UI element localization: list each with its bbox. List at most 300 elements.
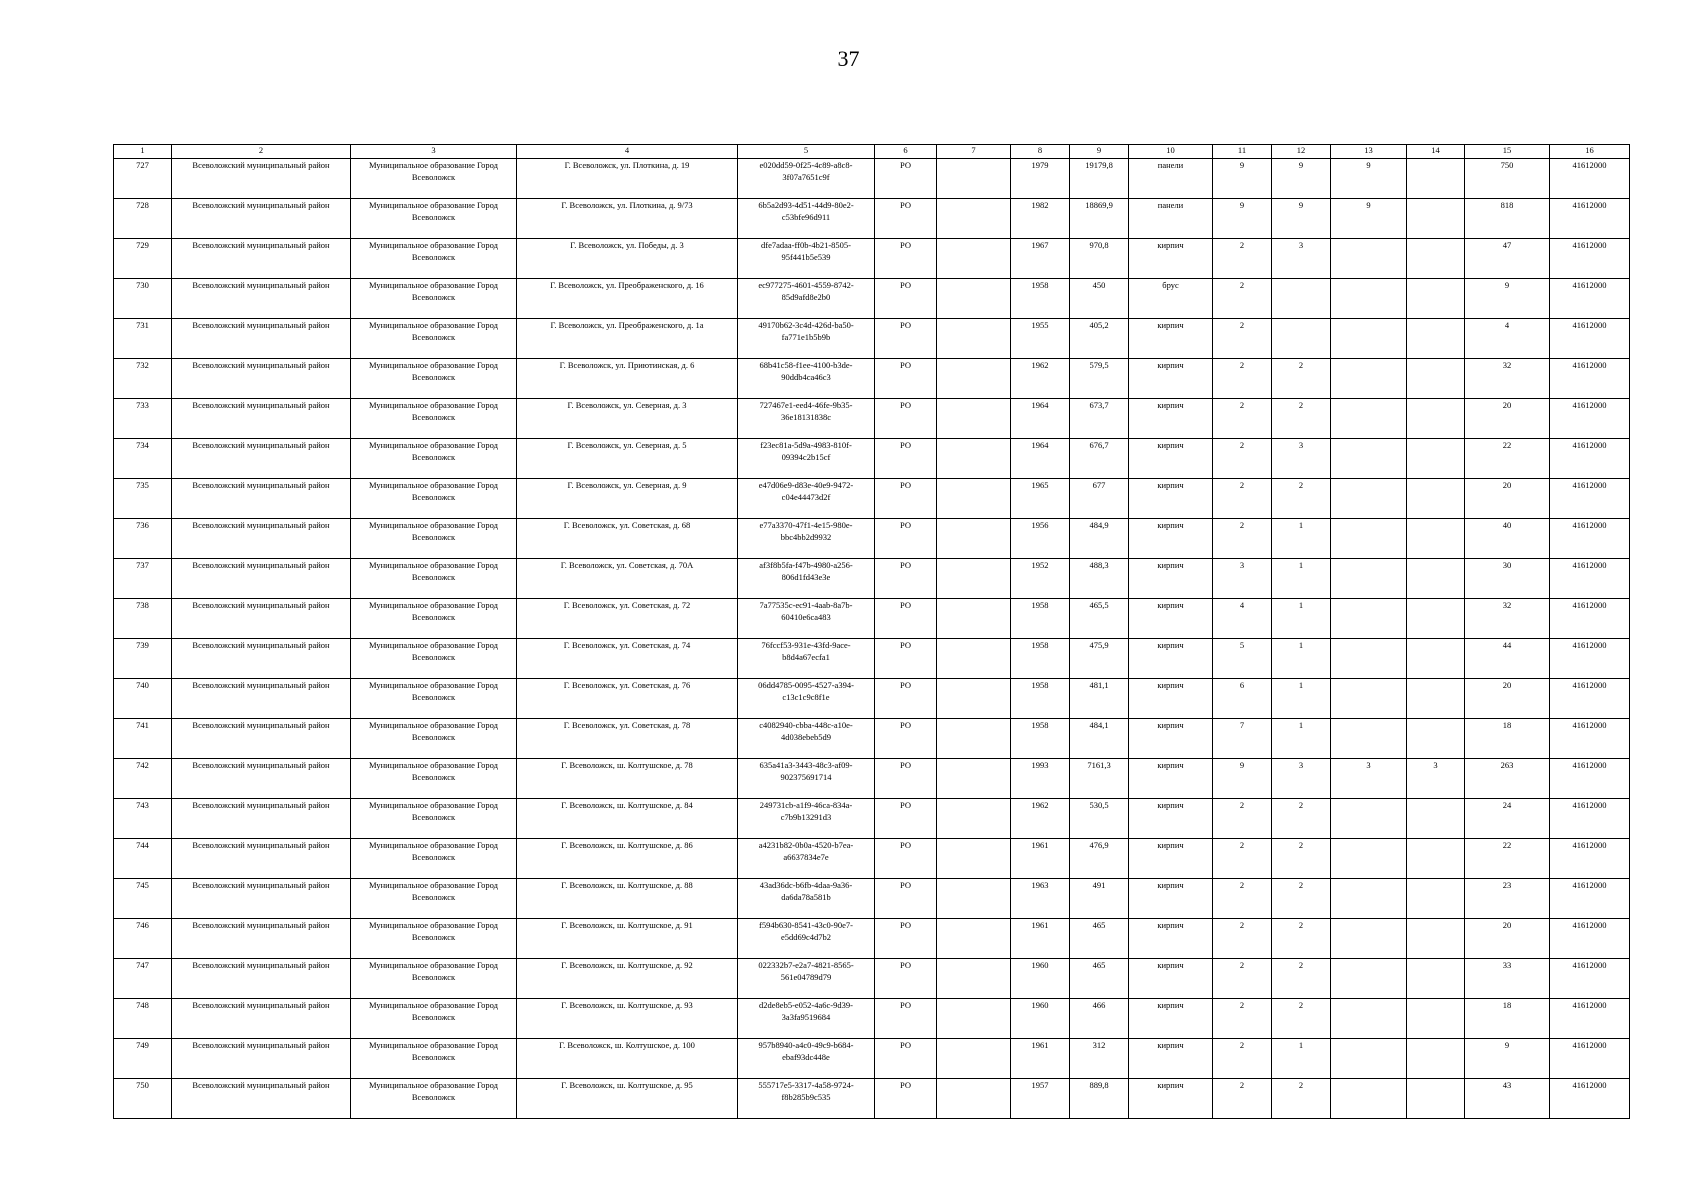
table-cell-col-16: 41612000 (1550, 879, 1630, 919)
table-cell-col-7 (937, 279, 1011, 319)
table-cell-col-3: Муниципальное образование Город Всеволожск (351, 319, 517, 359)
table-cell-col-3: Муниципальное образование Город Всеволожск (351, 759, 517, 799)
table-cell-col-14 (1407, 999, 1465, 1039)
table-cell-col-16: 41612000 (1550, 559, 1630, 599)
table-cell-col-7 (937, 1079, 1011, 1119)
column-header-4: 4 (517, 145, 738, 159)
table-cell-col-8: 1958 (1011, 279, 1070, 319)
column-header-16: 16 (1550, 145, 1630, 159)
table-row (114, 879, 1630, 919)
table-cell-col-8: 1960 (1011, 999, 1070, 1039)
table-row (114, 359, 1630, 399)
table-cell-col-16: 41612000 (1550, 399, 1630, 439)
table-cell-col-4: Г. Всеволожск, ш. Колтушское, д. 100 (517, 1039, 738, 1079)
table-cell-col-2: Всеволожский муниципальный район (172, 759, 351, 799)
table-cell-col-5: 06dd4785-0095-4527-a394-c13c1c9c8f1e (738, 679, 875, 719)
table-cell-col-11: 2 (1213, 1039, 1272, 1079)
table-cell-col-1: 737 (114, 559, 172, 599)
table-cell-col-2: Всеволожский муниципальный район (172, 999, 351, 1039)
table-cell-col-6: РО (875, 799, 937, 839)
table-cell-col-9: 465,5 (1070, 599, 1129, 639)
table-cell-col-1: 729 (114, 239, 172, 279)
table-cell-col-10: кирпич (1129, 559, 1213, 599)
table-cell-col-2: Всеволожский муниципальный район (172, 919, 351, 959)
table-cell-col-10: кирпич (1129, 1039, 1213, 1079)
table-cell-col-6: РО (875, 719, 937, 759)
table-cell-col-12 (1272, 279, 1331, 319)
table-cell-col-7 (937, 399, 1011, 439)
table-cell-col-7 (937, 919, 1011, 959)
table-cell-col-10: брус (1129, 279, 1213, 319)
table-cell-col-15: 32 (1465, 599, 1550, 639)
table-cell-col-6: РО (875, 999, 937, 1039)
table-cell-col-4: Г. Всеволожск, ш. Колтушское, д. 84 (517, 799, 738, 839)
table-cell-col-4: Г. Всеволожск, ш. Колтушское, д. 78 (517, 759, 738, 799)
table-cell-col-5: e020dd59-0f25-4c89-a8c8-3f07a7651c9f (738, 159, 875, 199)
table-cell-col-4: Г. Всеволожск, ул. Советская, д. 70А (517, 559, 738, 599)
table-cell-col-10: кирпич (1129, 719, 1213, 759)
housing-registry-table (113, 144, 1630, 1119)
table-cell-col-1: 742 (114, 759, 172, 799)
table-cell-col-13 (1331, 599, 1407, 639)
table-cell-col-12: 2 (1272, 1079, 1331, 1119)
table-cell-col-5: e77a3370-47f1-4e15-980e-bbc4bb2d9932 (738, 519, 875, 559)
table-cell-col-3: Муниципальное образование Город Всеволожск (351, 599, 517, 639)
table-cell-col-4: Г. Всеволожск, ул. Советская, д. 68 (517, 519, 738, 559)
table-cell-col-6: РО (875, 479, 937, 519)
table-cell-col-14 (1407, 879, 1465, 919)
table-cell-col-5: 727467e1-eed4-46fe-9b35-36e18131838c (738, 399, 875, 439)
column-header-9: 9 (1070, 145, 1129, 159)
table-cell-col-6: РО (875, 319, 937, 359)
table-cell-col-8: 1960 (1011, 959, 1070, 999)
table-cell-col-16: 41612000 (1550, 279, 1630, 319)
table-cell-col-3: Муниципальное образование Город Всеволожск (351, 879, 517, 919)
table-cell-col-3: Муниципальное образование Город Всеволожск (351, 439, 517, 479)
table-cell-col-15: 263 (1465, 759, 1550, 799)
table-cell-col-7 (937, 199, 1011, 239)
table-cell-col-1: 748 (114, 999, 172, 1039)
table-cell-col-4: Г. Всеволожск, ул. Советская, д. 72 (517, 599, 738, 639)
table-cell-col-14 (1407, 919, 1465, 959)
column-header-2: 2 (172, 145, 351, 159)
table-cell-col-16: 41612000 (1550, 759, 1630, 799)
column-header-13: 13 (1331, 145, 1407, 159)
table-cell-col-10: кирпич (1129, 359, 1213, 399)
table-cell-col-11: 2 (1213, 919, 1272, 959)
table-cell-col-9: 579,5 (1070, 359, 1129, 399)
table-cell-col-6: РО (875, 919, 937, 959)
table-cell-col-10: кирпич (1129, 759, 1213, 799)
table-cell-col-13: 9 (1331, 159, 1407, 199)
table-cell-col-14 (1407, 599, 1465, 639)
table-cell-col-8: 1961 (1011, 919, 1070, 959)
table-cell-col-12: 2 (1272, 879, 1331, 919)
table-cell-col-11: 2 (1213, 799, 1272, 839)
table-cell-col-1: 727 (114, 159, 172, 199)
table-cell-col-2: Всеволожский муниципальный район (172, 719, 351, 759)
table-cell-col-8: 1958 (1011, 639, 1070, 679)
table-cell-col-11: 2 (1213, 399, 1272, 439)
column-header-15: 15 (1465, 145, 1550, 159)
table-cell-col-12 (1272, 319, 1331, 359)
table-cell-col-12: 2 (1272, 959, 1331, 999)
table-cell-col-16: 41612000 (1550, 199, 1630, 239)
table-cell-col-13 (1331, 239, 1407, 279)
table-cell-col-16: 41612000 (1550, 359, 1630, 399)
table-cell-col-9: 889,8 (1070, 1079, 1129, 1119)
table-cell-col-15: 20 (1465, 679, 1550, 719)
table-cell-col-14 (1407, 639, 1465, 679)
table-cell-col-7 (937, 239, 1011, 279)
table-cell-col-14 (1407, 839, 1465, 879)
table-cell-col-16: 41612000 (1550, 479, 1630, 519)
table-cell-col-7 (937, 1039, 1011, 1079)
table-cell-col-1: 750 (114, 1079, 172, 1119)
table-cell-col-12: 2 (1272, 479, 1331, 519)
table-cell-col-10: кирпич (1129, 639, 1213, 679)
table-cell-col-12: 1 (1272, 639, 1331, 679)
table-cell-col-10: кирпич (1129, 599, 1213, 639)
table-cell-col-7 (937, 519, 1011, 559)
table-cell-col-4: Г. Всеволожск, ул. Северная, д. 5 (517, 439, 738, 479)
table-cell-col-7 (937, 439, 1011, 479)
table-cell-col-1: 738 (114, 599, 172, 639)
table-cell-col-15: 9 (1465, 279, 1550, 319)
table-cell-col-6: РО (875, 879, 937, 919)
table-cell-col-13: 3 (1331, 759, 1407, 799)
table-cell-col-2: Всеволожский муниципальный район (172, 1039, 351, 1079)
table-cell-col-16: 41612000 (1550, 999, 1630, 1039)
table-cell-col-14 (1407, 399, 1465, 439)
table-cell-col-15: 44 (1465, 639, 1550, 679)
page-number: 37 (837, 46, 860, 71)
table-cell-col-2: Всеволожский муниципальный район (172, 279, 351, 319)
table-cell-col-1: 740 (114, 679, 172, 719)
table-cell-col-8: 1962 (1011, 359, 1070, 399)
table-row (114, 759, 1630, 799)
table-cell-col-16: 41612000 (1550, 679, 1630, 719)
table-cell-col-13 (1331, 399, 1407, 439)
table-cell-col-1: 747 (114, 959, 172, 999)
table-cell-col-5: 6b5a2d93-4d51-44d9-80e2-c53bfe96d911 (738, 199, 875, 239)
table-cell-col-9: 488,3 (1070, 559, 1129, 599)
table-cell-col-3: Муниципальное образование Город Всеволожск (351, 519, 517, 559)
table-cell-col-14 (1407, 439, 1465, 479)
table-cell-col-13 (1331, 519, 1407, 559)
table-cell-col-11: 3 (1213, 559, 1272, 599)
column-header-7: 7 (937, 145, 1011, 159)
table-cell-col-10: кирпич (1129, 959, 1213, 999)
table-cell-col-7 (937, 799, 1011, 839)
table-row (114, 839, 1630, 879)
table-cell-col-15: 750 (1465, 159, 1550, 199)
table-cell-col-4: Г. Всеволожск, ш. Колтушское, д. 91 (517, 919, 738, 959)
table-cell-col-6: РО (875, 399, 937, 439)
table-body (114, 159, 1630, 1119)
table-cell-col-4: Г. Всеволожск, ул. Советская, д. 78 (517, 719, 738, 759)
table-cell-col-10: панели (1129, 159, 1213, 199)
table-cell-col-1: 743 (114, 799, 172, 839)
table-cell-col-2: Всеволожский муниципальный район (172, 159, 351, 199)
table-cell-col-6: РО (875, 1039, 937, 1079)
table-cell-col-7 (937, 679, 1011, 719)
table-cell-col-16: 41612000 (1550, 919, 1630, 959)
table-cell-col-12: 1 (1272, 519, 1331, 559)
table-cell-col-2: Всеволожский муниципальный район (172, 199, 351, 239)
table-row (114, 719, 1630, 759)
table-cell-col-11: 6 (1213, 679, 1272, 719)
table-cell-col-1: 744 (114, 839, 172, 879)
table-cell-col-11: 5 (1213, 639, 1272, 679)
table-cell-col-2: Всеволожский муниципальный район (172, 439, 351, 479)
table-cell-col-13 (1331, 319, 1407, 359)
table-cell-col-3: Муниципальное образование Город Всеволожск (351, 639, 517, 679)
table-cell-col-12: 9 (1272, 159, 1331, 199)
table-cell-col-12: 2 (1272, 999, 1331, 1039)
table-cell-col-6: РО (875, 199, 937, 239)
table-cell-col-15: 22 (1465, 439, 1550, 479)
table-cell-col-11: 9 (1213, 159, 1272, 199)
table-cell-col-13 (1331, 719, 1407, 759)
table-cell-col-11: 9 (1213, 199, 1272, 239)
table-cell-col-10: кирпич (1129, 479, 1213, 519)
table-cell-col-12: 3 (1272, 239, 1331, 279)
table-cell-col-1: 733 (114, 399, 172, 439)
table-row (114, 399, 1630, 439)
table-cell-col-14 (1407, 679, 1465, 719)
table-cell-col-3: Муниципальное образование Город Всеволожск (351, 1039, 517, 1079)
table-row (114, 439, 1630, 479)
table-row (114, 519, 1630, 559)
table-cell-col-2: Всеволожский муниципальный район (172, 239, 351, 279)
table-cell-col-4: Г. Всеволожск, ул. Преображенского, д. 1а (517, 319, 738, 359)
table-cell-col-6: РО (875, 959, 937, 999)
table-cell-col-16: 41612000 (1550, 159, 1630, 199)
table-cell-col-6: РО (875, 359, 937, 399)
table-cell-col-4: Г. Всеволожск, ул. Победы, д. 3 (517, 239, 738, 279)
table-cell-col-5: ec977275-4601-4559-8742-85d9afd8e2b0 (738, 279, 875, 319)
table-cell-col-3: Муниципальное образование Город Всеволожск (351, 399, 517, 439)
table-cell-col-13 (1331, 639, 1407, 679)
table-cell-col-1: 741 (114, 719, 172, 759)
table-cell-col-4: Г. Всеволожск, ул. Северная, д. 3 (517, 399, 738, 439)
column-header-3: 3 (351, 145, 517, 159)
table-cell-col-2: Всеволожский муниципальный район (172, 519, 351, 559)
table-cell-col-4: Г. Всеволожск, ш. Колтушское, д. 95 (517, 1079, 738, 1119)
table-cell-col-2: Всеволожский муниципальный район (172, 639, 351, 679)
table-cell-col-4: Г. Всеволожск, ул. Советская, д. 76 (517, 679, 738, 719)
table-cell-col-5: e47d06e9-d83e-40e9-9472-c04e44473d2f (738, 479, 875, 519)
table-cell-col-10: кирпич (1129, 839, 1213, 879)
table-cell-col-7 (937, 559, 1011, 599)
table-cell-col-2: Всеволожский муниципальный район (172, 1079, 351, 1119)
table-cell-col-15: 18 (1465, 719, 1550, 759)
table-cell-col-14 (1407, 719, 1465, 759)
table-cell-col-6: РО (875, 759, 937, 799)
table-cell-col-4: Г. Всеволожск, ш. Колтушское, д. 93 (517, 999, 738, 1039)
table-cell-col-7 (937, 639, 1011, 679)
table-cell-col-15: 47 (1465, 239, 1550, 279)
table-cell-col-13 (1331, 1039, 1407, 1079)
table-cell-col-16: 41612000 (1550, 839, 1630, 879)
table-cell-col-12: 2 (1272, 399, 1331, 439)
table-cell-col-11: 2 (1213, 959, 1272, 999)
table-cell-col-12: 3 (1272, 759, 1331, 799)
table-row (114, 959, 1630, 999)
table-cell-col-8: 1957 (1011, 1079, 1070, 1119)
table-cell-col-13 (1331, 919, 1407, 959)
table-cell-col-14 (1407, 1079, 1465, 1119)
table-row (114, 599, 1630, 639)
column-header-12: 12 (1272, 145, 1331, 159)
column-header-5: 5 (738, 145, 875, 159)
table-cell-col-1: 736 (114, 519, 172, 559)
table-cell-col-11: 7 (1213, 719, 1272, 759)
table-cell-col-2: Всеволожский муниципальный район (172, 479, 351, 519)
table-cell-col-11: 2 (1213, 479, 1272, 519)
table-cell-col-16: 41612000 (1550, 639, 1630, 679)
table-cell-col-5: 635a41a3-3443-48c3-af09-902375691714 (738, 759, 875, 799)
table-cell-col-11: 9 (1213, 759, 1272, 799)
table-cell-col-15: 9 (1465, 1039, 1550, 1079)
column-header-8: 8 (1011, 145, 1070, 159)
table-cell-col-4: Г. Всеволожск, ул. Плоткина, д. 9/73 (517, 199, 738, 239)
table-cell-col-6: РО (875, 439, 937, 479)
table-cell-col-5: 022332b7-e2a7-4821-8565-561e04789d79 (738, 959, 875, 999)
table-cell-col-15: 30 (1465, 559, 1550, 599)
table-cell-col-5: a4231b82-0b0a-4520-b7ea-a6637834e7e (738, 839, 875, 879)
table-cell-col-8: 1964 (1011, 399, 1070, 439)
table-cell-col-1: 745 (114, 879, 172, 919)
table-cell-col-8: 1961 (1011, 1039, 1070, 1079)
table-cell-col-7 (937, 759, 1011, 799)
table-cell-col-15: 23 (1465, 879, 1550, 919)
table-cell-col-7 (937, 719, 1011, 759)
table-cell-col-14 (1407, 519, 1465, 559)
table-cell-col-13 (1331, 479, 1407, 519)
table-cell-col-7 (937, 839, 1011, 879)
table-row (114, 159, 1630, 199)
table-cell-col-8: 1965 (1011, 479, 1070, 519)
table-cell-col-13 (1331, 1079, 1407, 1119)
table-cell-col-16: 41612000 (1550, 1039, 1630, 1079)
table-cell-col-16: 41612000 (1550, 319, 1630, 359)
table-cell-col-9: 481,1 (1070, 679, 1129, 719)
table-cell-col-4: Г. Всеволожск, ш. Колтушское, д. 92 (517, 959, 738, 999)
table-cell-col-11: 2 (1213, 839, 1272, 879)
table-cell-col-15: 4 (1465, 319, 1550, 359)
table-cell-col-12: 2 (1272, 839, 1331, 879)
table-cell-col-9: 7161,3 (1070, 759, 1129, 799)
table-row (114, 1039, 1630, 1079)
table-cell-col-8: 1964 (1011, 439, 1070, 479)
table-cell-col-8: 1958 (1011, 599, 1070, 639)
table-cell-col-2: Всеволожский муниципальный район (172, 879, 351, 919)
table-cell-col-3: Муниципальное образование Город Всеволожск (351, 559, 517, 599)
table-cell-col-8: 1967 (1011, 239, 1070, 279)
table-cell-col-5: 43ad36dc-b6fb-4daa-9a36-da6da78a581b (738, 879, 875, 919)
table-cell-col-3: Муниципальное образование Город Всеволожск (351, 679, 517, 719)
table-cell-col-5: 249731cb-a1f9-46ca-834a-c7b9b13291d3 (738, 799, 875, 839)
table-cell-col-16: 41612000 (1550, 439, 1630, 479)
table-cell-col-3: Муниципальное образование Город Всеволожск (351, 799, 517, 839)
table-cell-col-6: РО (875, 559, 937, 599)
table-cell-col-9: 450 (1070, 279, 1129, 319)
table-cell-col-10: кирпич (1129, 519, 1213, 559)
table-cell-col-4: Г. Всеволожск, ул. Советская, д. 74 (517, 639, 738, 679)
table-cell-col-2: Всеволожский муниципальный район (172, 839, 351, 879)
table-cell-col-9: 465 (1070, 959, 1129, 999)
table-cell-col-16: 41612000 (1550, 959, 1630, 999)
table-cell-col-15: 20 (1465, 479, 1550, 519)
table-cell-col-15: 40 (1465, 519, 1550, 559)
table-cell-col-7 (937, 319, 1011, 359)
table-cell-col-13 (1331, 279, 1407, 319)
table-cell-col-1: 731 (114, 319, 172, 359)
table-cell-col-13 (1331, 799, 1407, 839)
table-cell-col-16: 41612000 (1550, 239, 1630, 279)
table-cell-col-12: 2 (1272, 799, 1331, 839)
table-cell-col-13 (1331, 359, 1407, 399)
table-cell-col-2: Всеволожский муниципальный район (172, 359, 351, 399)
table-cell-col-5: d2de8eb5-e052-4a6c-9d39-3a3fa9519684 (738, 999, 875, 1039)
table-cell-col-11: 2 (1213, 319, 1272, 359)
table-cell-col-7 (937, 999, 1011, 1039)
table-cell-col-1: 728 (114, 199, 172, 239)
table-cell-col-11: 2 (1213, 359, 1272, 399)
table-row (114, 199, 1630, 239)
table-cell-col-9: 405,2 (1070, 319, 1129, 359)
table-cell-col-9: 465 (1070, 919, 1129, 959)
table-row (114, 279, 1630, 319)
table-cell-col-14 (1407, 279, 1465, 319)
table-cell-col-4: Г. Всеволожск, ул. Плоткина, д. 19 (517, 159, 738, 199)
table-cell-col-5: 555717e5-3317-4a58-9724-f8b285b9c535 (738, 1079, 875, 1119)
column-header-6: 6 (875, 145, 937, 159)
table-cell-col-2: Всеволожский муниципальный район (172, 399, 351, 439)
table-cell-col-9: 312 (1070, 1039, 1129, 1079)
table-cell-col-8: 1963 (1011, 879, 1070, 919)
table-row (114, 559, 1630, 599)
table-cell-col-14 (1407, 1039, 1465, 1079)
column-header-11: 11 (1213, 145, 1272, 159)
table-cell-col-8: 1962 (1011, 799, 1070, 839)
table-cell-col-3: Муниципальное образование Город Всеволожск (351, 199, 517, 239)
table-cell-col-7 (937, 479, 1011, 519)
table-cell-col-2: Всеволожский муниципальный район (172, 799, 351, 839)
table-cell-col-12: 9 (1272, 199, 1331, 239)
table-cell-col-12: 2 (1272, 919, 1331, 959)
table-cell-col-13 (1331, 959, 1407, 999)
table-cell-col-14 (1407, 559, 1465, 599)
table-cell-col-10: кирпич (1129, 679, 1213, 719)
table-cell-col-5: 7a77535c-ec91-4aab-8a7b-60410e6ca483 (738, 599, 875, 639)
table-cell-col-8: 1979 (1011, 159, 1070, 199)
table-cell-col-12: 1 (1272, 599, 1331, 639)
table-cell-col-8: 1958 (1011, 719, 1070, 759)
table-cell-col-4: Г. Всеволожск, ш. Колтушское, д. 88 (517, 879, 738, 919)
table-cell-col-14 (1407, 319, 1465, 359)
table-cell-col-9: 673,7 (1070, 399, 1129, 439)
table-cell-col-3: Муниципальное образование Город Всеволожск (351, 279, 517, 319)
table-cell-col-4: Г. Всеволожск, ш. Колтушское, д. 86 (517, 839, 738, 879)
table-row (114, 999, 1630, 1039)
table-cell-col-1: 749 (114, 1039, 172, 1079)
table-cell-col-6: РО (875, 839, 937, 879)
table-cell-col-3: Муниципальное образование Город Всеволожск (351, 359, 517, 399)
table-cell-col-6: РО (875, 279, 937, 319)
